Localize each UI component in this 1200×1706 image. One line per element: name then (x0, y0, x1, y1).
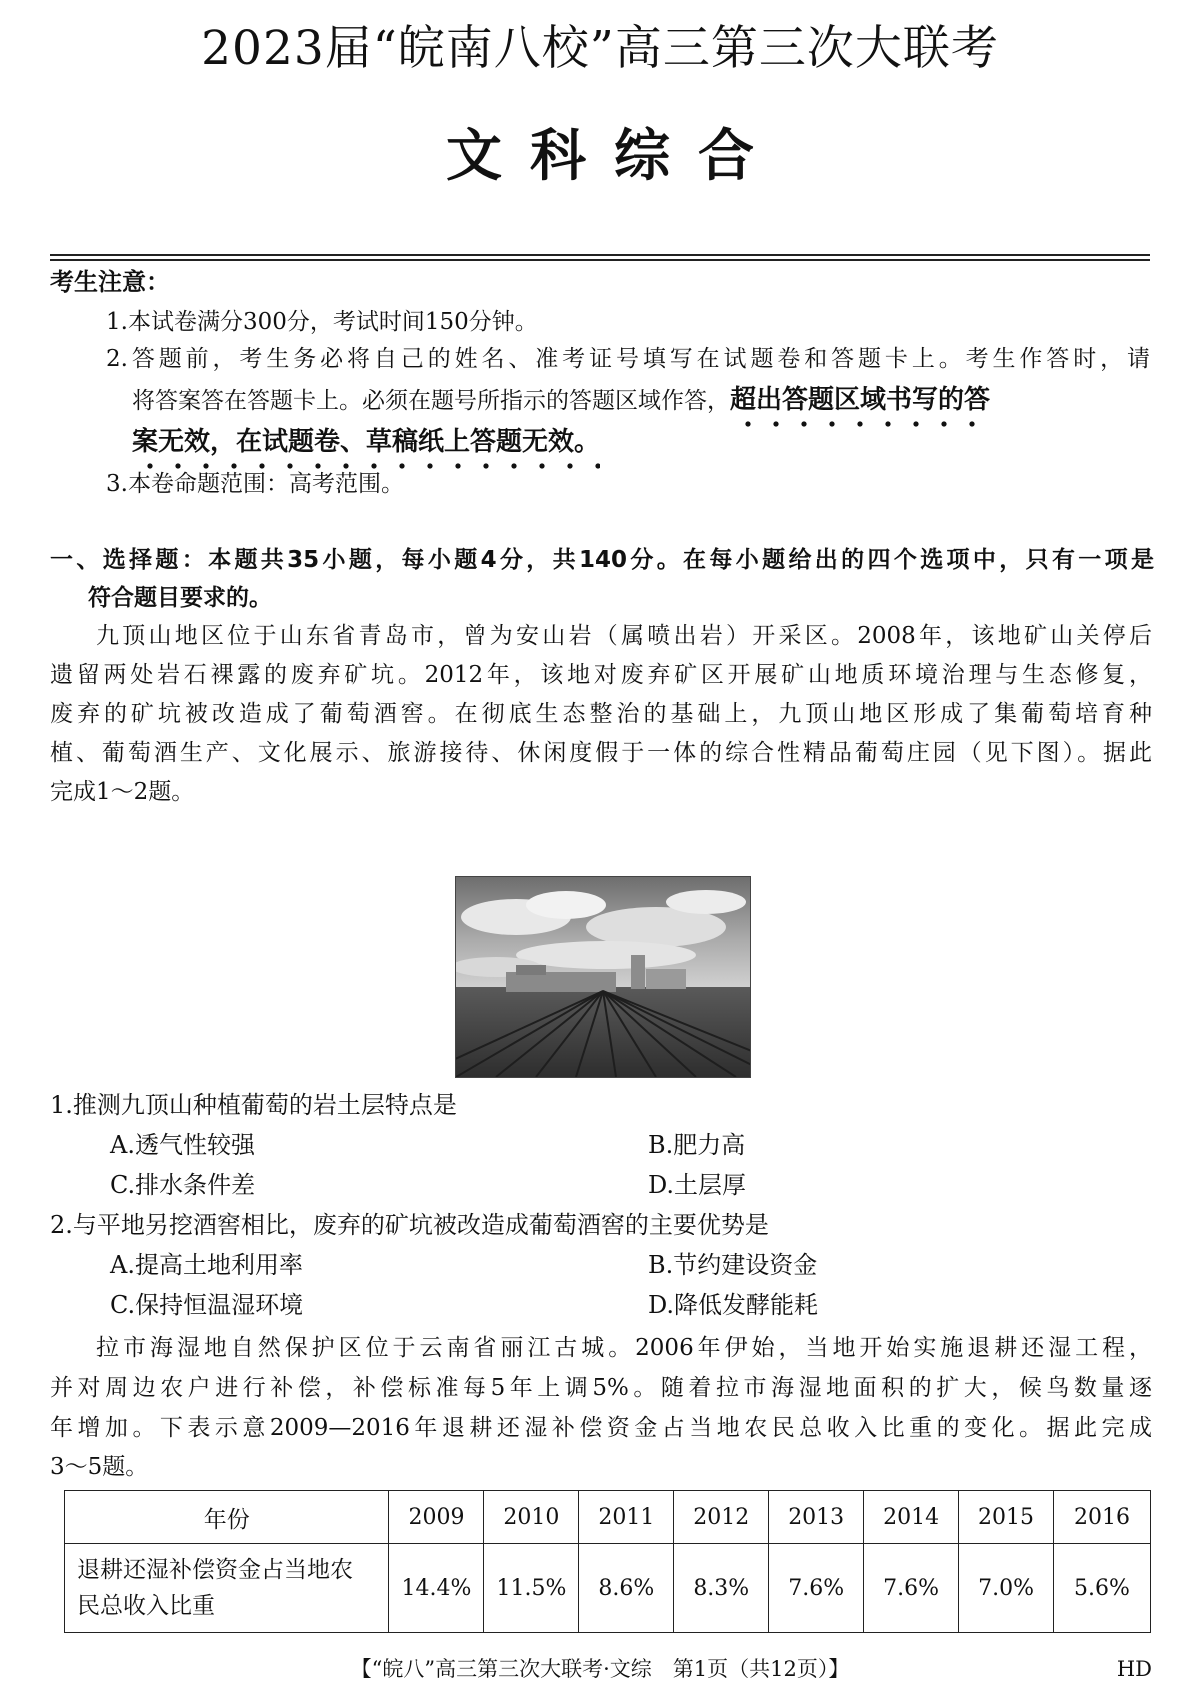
page-footer: 【“皖八”高三第三次大联考·文综 第1页（共12页）】 (350, 1657, 850, 1681)
passage2-line: 年增加。下表示意2009—2016年退耕还湿补偿资金占当地农民总收入比重的变化。据此完成 (50, 1415, 1152, 1441)
question-1-option-c[interactable]: C.排水条件差 (110, 1171, 256, 1199)
table-year-cell: 2014 (864, 1491, 959, 1544)
section-instructions-line-1: 一、选择题：本题共35小题，每小题4分，共140分。在每小题给出的四个选项中，只有一项是 (50, 547, 1154, 573)
notice-heading: 考生注意： (50, 268, 170, 296)
table-value-cell: 7.0% (959, 1544, 1054, 1633)
passage1-line: 九顶山地区位于山东省青岛市，曾为安山岩（属喷出岩）开采区。2008年，该地矿山关停后 (96, 623, 1152, 649)
question-1-option-b[interactable]: B.肥力高 (648, 1131, 746, 1159)
passage2-line: 并对周边农户进行补偿，补偿标准每5年上调5%。随着拉市海湿地面积的扩大，候鸟数量逐 (50, 1375, 1152, 1401)
question-2-option-b[interactable]: B.节约建设资金 (648, 1251, 818, 1279)
table-value-row (65, 1544, 1151, 1633)
vineyard-image (456, 877, 750, 1077)
table-row-label-line: 退耕还湿补偿资金占当地农 (77, 1557, 353, 1583)
notice-item-3: 3.本卷命题范围：高考范围。 (106, 471, 404, 497)
table-value-cell: 7.6% (864, 1544, 959, 1633)
table-year-cell: 2013 (769, 1491, 864, 1544)
table-year-cell: 2010 (484, 1491, 579, 1544)
passage1-line: 遗留两处岩石裸露的废弃矿坑。2012年，该地对废弃矿区开展矿山地质环境治理与生态修复， (50, 662, 1152, 688)
notice-item-2-line-1: 2.答题前，考生务必将自己的姓名、准考证号填写在试题卷和答题卡上。考生作答时，请 (106, 346, 1150, 372)
table-value-cell: 7.6% (769, 1544, 864, 1633)
table-value-cell: 14.4% (389, 1544, 484, 1633)
table-value-cell: 8.3% (674, 1544, 769, 1633)
question-1-stem: 1.推测九顶山种植葡萄的岩土层特点是 (50, 1091, 457, 1119)
question-1-option-a[interactable]: A.透气性较强 (110, 1131, 255, 1159)
table-value-cell: 8.6% (579, 1544, 674, 1633)
compensation-table (64, 1490, 1151, 1633)
table-year-cell: 2011 (579, 1491, 674, 1544)
passage1-line: 废弃的矿坑被改造成了葡萄酒窖。在彻底生态整治的基础上，九顶山地区形成了集葡萄培育种 (50, 701, 1152, 727)
passage2-line: 3～5题。 (50, 1454, 149, 1480)
question-1-option-d[interactable]: D.土层厚 (648, 1171, 747, 1199)
notice-item-2-text: 将答案答在答题卡上。必须在题号所指示的答题区域作答， (132, 388, 730, 414)
vineyard-photo (455, 876, 751, 1078)
table-header-label: 年份 (65, 1491, 389, 1544)
passage1-line: 植、葡萄酒生产、文化展示、旅游接待、休闲度假于一体的综合性精品葡萄庄园（见下图）。据此 (50, 740, 1152, 766)
notice-emphasis-1: 超出答题区域书写的答 (730, 385, 990, 429)
question-2-stem: 2.与平地另挖酒窖相比，废弃的矿坑被改造成葡萄酒窖的主要优势是 (50, 1211, 769, 1239)
table-year-cell: 2009 (389, 1491, 484, 1544)
table-value-cell: 5.6% (1054, 1544, 1151, 1633)
subject-title: 文科综合 (446, 124, 782, 189)
passage2-line: 拉市海湿地自然保护区位于云南省丽江古城。2006年伊始，当地开始实施退耕还湿工程， (96, 1335, 1152, 1361)
exam-title: 2023届“皖南八校”高三第三次大联考 (201, 21, 999, 76)
passage1-line: 完成1～2题。 (50, 779, 195, 805)
question-2-option-a[interactable]: A.提高土地利用率 (110, 1251, 303, 1279)
notice-emphasis-2: 案无效，在试题卷、草稿纸上答题无效。 (132, 427, 600, 471)
table-year-cell: 2015 (959, 1491, 1054, 1544)
question-2-option-d[interactable]: D.降低发酵能耗 (648, 1291, 819, 1319)
divider-bottom (50, 259, 1150, 261)
notice-item-2-line-2 (132, 380, 1154, 420)
table-row-label-line: 民总收入比重 (77, 1593, 215, 1619)
table-row-label (65, 1544, 389, 1633)
table-year-cell: 2016 (1054, 1491, 1151, 1544)
table-value-cell: 11.5% (484, 1544, 579, 1633)
section-instructions-line-2: 符合题目要求的。 (88, 585, 272, 611)
footer-code: HD (1116, 1657, 1152, 1681)
question-2-option-c[interactable]: C.保持恒温湿环境 (110, 1291, 304, 1319)
divider-top (50, 254, 1150, 256)
notice-item-1: 1.本试卷满分300分，考试时间150分钟。 (106, 309, 538, 335)
table-year-cell: 2012 (674, 1491, 769, 1544)
table-header-row (65, 1491, 1151, 1544)
